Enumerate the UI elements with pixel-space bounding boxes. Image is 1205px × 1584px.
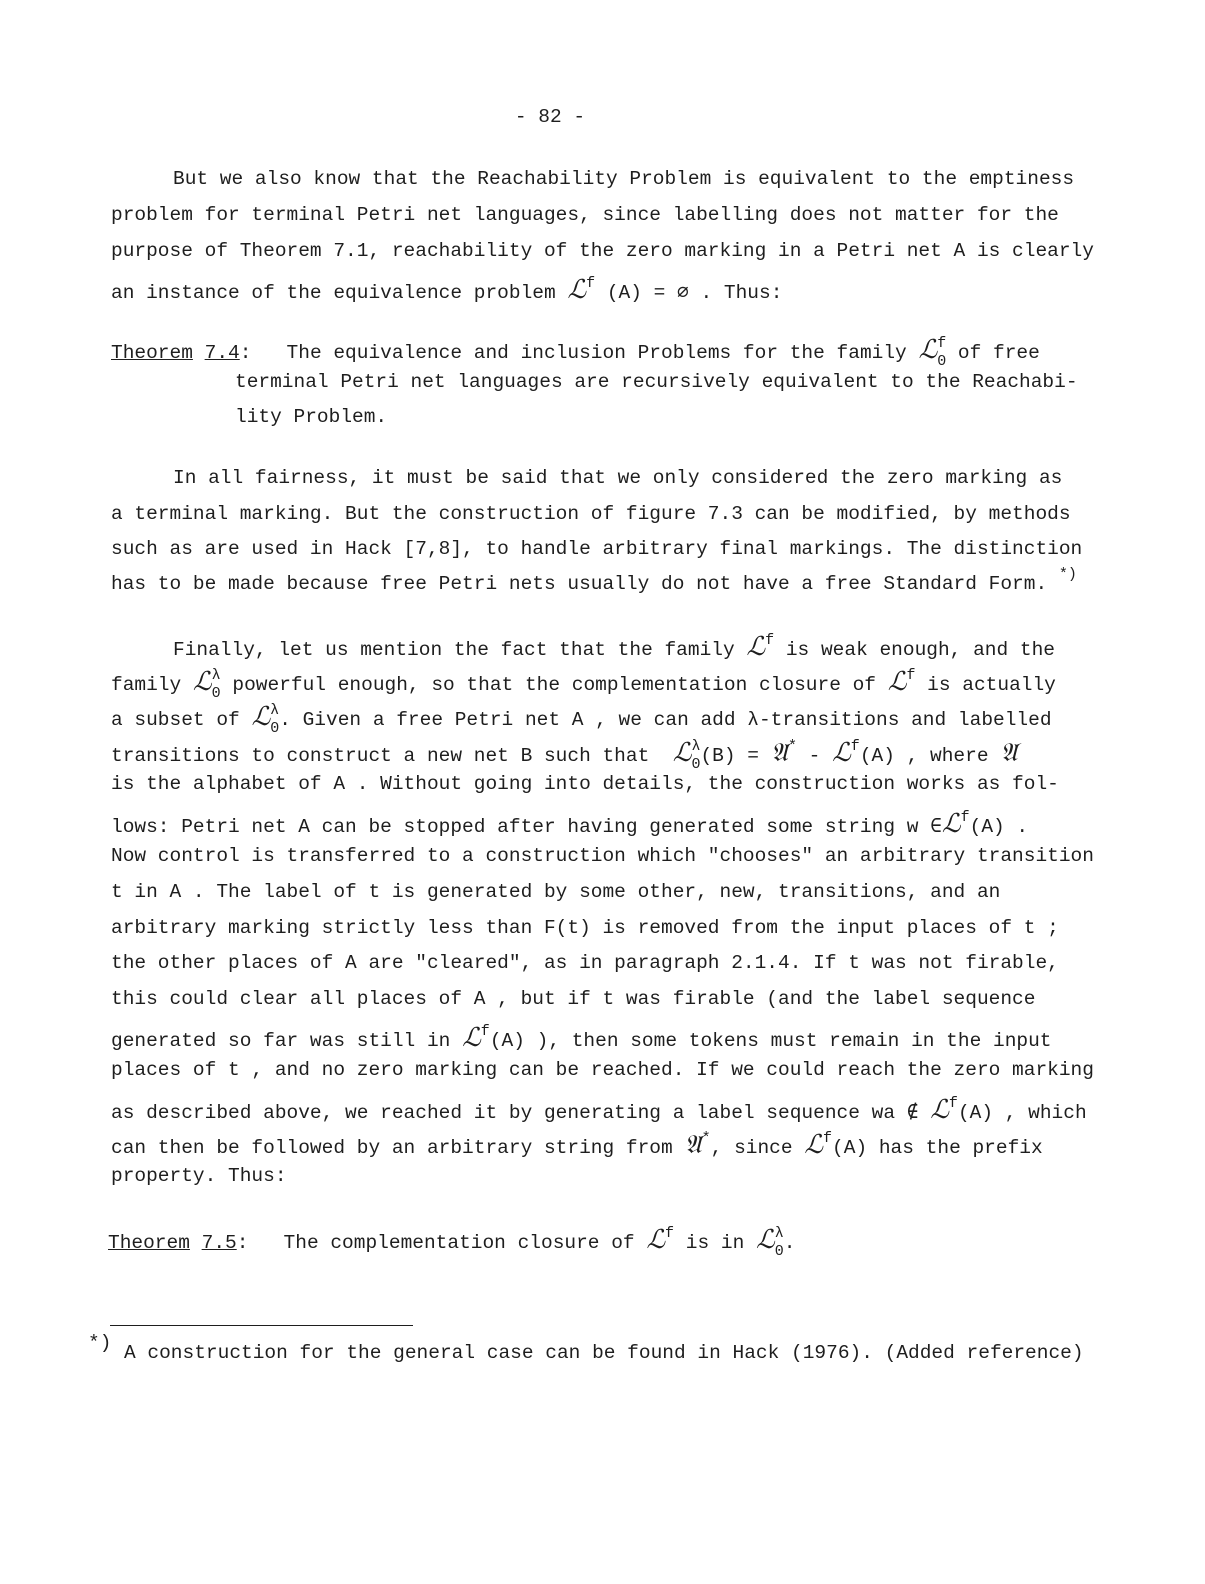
para3-line1: Finally, let us mention the fact that the family ℒ$^f$ is weak enough, and the bbox=[173, 632, 1056, 662]
para1-line1: But we also know that the Reachability Problem is equivalent to the emptiness bbox=[173, 168, 1075, 190]
para2-line4: has to be made because free Petri nets usually do not have a free Standard Form. *) bbox=[111, 566, 1077, 595]
footnote-divider bbox=[110, 1325, 413, 1326]
theorem-label: Theorem bbox=[111, 342, 193, 364]
para1-line3: purpose of Theorem 7.1, reachability of the zero marking in a Petri net A is clearly bbox=[111, 240, 1094, 262]
para3-line3: a subset of ℒ$^\lambda_0$. Given a free Petri net A , we can add λ-transitions and labelled bbox=[111, 702, 1052, 737]
para3-line12: generated so far was still in ℒ$^f$(A) ), then some tokens must remain in the input bbox=[111, 1023, 1052, 1053]
para1-line2: problem for terminal Petri net languages, since labelling does not matter for the bbox=[111, 204, 1059, 226]
footnote-text: A construction for the general case can be found in Hack (1976). (Added reference) bbox=[124, 1342, 1084, 1364]
alphabet-symbol: 𝔄 bbox=[770, 738, 788, 768]
para3-line15: can then be followed by an arbitrary string from 𝔄*, since ℒ$^f$(A) has the prefix bbox=[111, 1130, 1043, 1160]
script-l-symbol: ℒ bbox=[918, 335, 938, 365]
para3-line5: is the alphabet of A . Without going into details, the construction works as fol- bbox=[111, 773, 1059, 795]
para2-line2: a terminal marking. But the construction of figure 7.3 can be modified, by methods bbox=[111, 503, 1071, 525]
footnote-mark: *) bbox=[88, 1332, 112, 1354]
para3-line8: t in A . The label of t is generated by some other, new, transitions, and an bbox=[111, 881, 1001, 903]
para3-line7: Now control is transferred to a construction which "chooses" an arbitrary transition bbox=[111, 845, 1094, 867]
script-l-symbol: ℒ bbox=[567, 275, 587, 305]
para3-line9: arbitrary marking strictly less than F(t) is removed from the input places of t ; bbox=[111, 917, 1059, 939]
footnote-ref: *) bbox=[1058, 566, 1077, 583]
theorem-7-5: Theorem 7.5: The complementation closure of ℒ$^f$ is in ℒ$^\lambda_0$. bbox=[108, 1225, 796, 1260]
para3-line16: property. Thus: bbox=[111, 1165, 287, 1187]
para2-line3: such as are used in Hack [7,8], to handle arbitrary final markings. The distinction bbox=[111, 538, 1083, 560]
page-number: - 82 - bbox=[514, 106, 586, 128]
para3-line2: family ℒ$^\lambda_0$ powerful enough, so that the complementation closure of ℒ$^f$ is actually bbox=[111, 667, 1056, 702]
theorem-7-4-line2: terminal Petri net languages are recursively equivalent to the Reachabi- bbox=[235, 371, 1078, 393]
para3-line13: places of t , and no zero marking can be reached. If we could reach the zero marking bbox=[111, 1059, 1094, 1081]
theorem-7-4-line3: lity Problem. bbox=[235, 406, 388, 428]
theorem-label: Theorem bbox=[108, 1232, 190, 1254]
theorem-7-4-line1: Theorem 7.4: The equivalence and inclusion Problems for the family ℒ$^f_0$ of free bbox=[111, 335, 1040, 370]
theorem-number: 7.4 bbox=[204, 342, 240, 364]
para2-line1: In all fairness, it must be said that we only considered the zero marking as bbox=[173, 467, 1063, 489]
theorem-number: 7.5 bbox=[201, 1232, 237, 1254]
para3-line6: lows: Petri net A can be stopped after having generated some string w ∈ℒ$^f$(A) . bbox=[111, 809, 1029, 839]
para3-line14: as described above, we reached it by generating a label sequence wa ∉ ℒ$^f$(A) , which bbox=[111, 1095, 1087, 1125]
para1-line4: an instance of the equivalence problem ℒ$^f$ (A) = ∅ . Thus: bbox=[111, 275, 783, 305]
para3-line4: transitions to construct a new net B such that ℒ$^\lambda_0$(B) = 𝔄* - ℒ$^f$(A) , where 𝔄 bbox=[111, 738, 1018, 773]
para3-line10: the other places of A are "cleared", as in paragraph 2.1.4. If t was not firable, bbox=[111, 952, 1059, 974]
para3-line11: this could clear all places of A , but if t was firable (and the label sequence bbox=[111, 988, 1036, 1010]
